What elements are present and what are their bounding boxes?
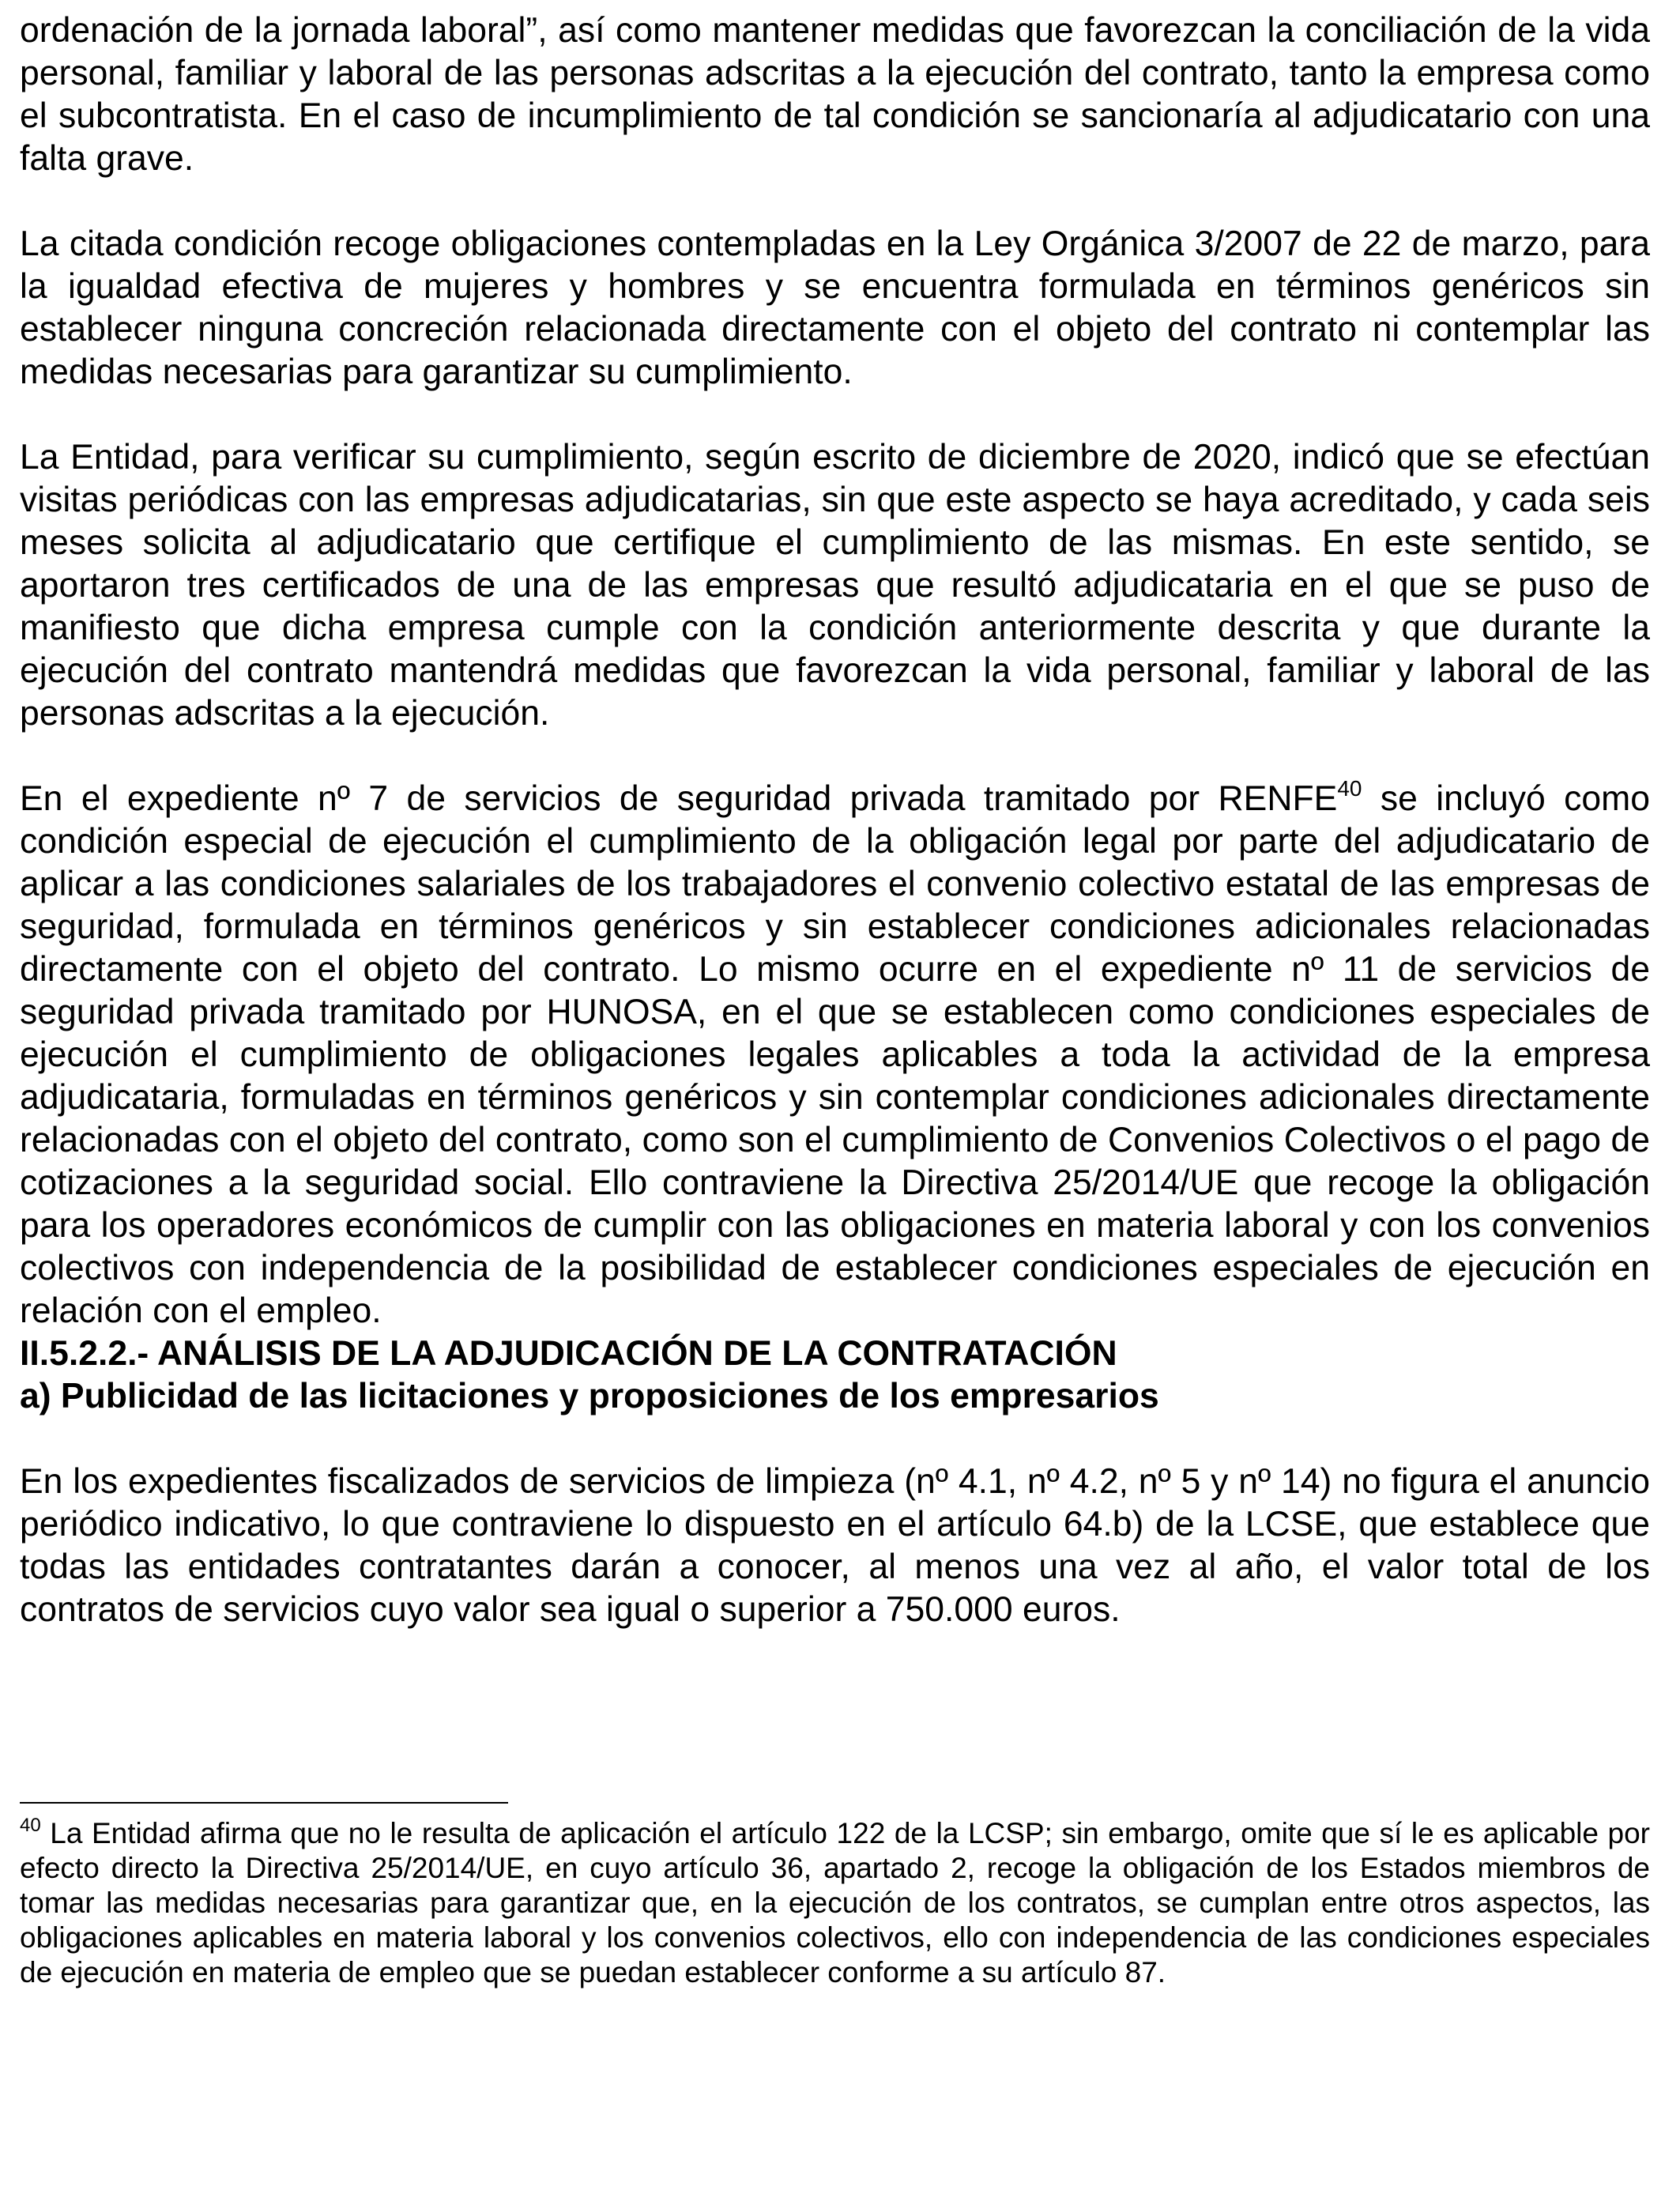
footnote-mark: 40 bbox=[20, 1815, 41, 1836]
paragraph-renfe-text-end: se incluyó como condición especial de ejecución el cumplimiento de la obligación legal por parte del adjudicatario de aplicar a las condiciones salariales de los trabajadores el convenio colectivo estatal de las empresas de seguridad, formulada en términos genéricos y sin establecer condiciones adicionales relacionadas directamente con el objeto del contrato. Lo mismo ocurre en el expediente nº 11 de servicios de seguridad privada tramitado por HUNOSA, en el que se establecen como condiciones especiales de ejecución el cumplimiento de obligaciones legales aplicables a toda la actividad de la empresa adjudicataria, formuladas en términos genéricos y sin contemplar condiciones adicionales directamente relacionadas con el objeto del contrato, como son el cumplimiento de Convenios Colectivos o el pago de cotizaciones a la seguridad social. Ello contraviene la Directiva 25/2014/UE que recoge la obligación para los operadores económicos de cumplir con las obligaciones en materia laboral y con los convenios colectivos con independencia de la posibilidad de establecer condiciones especiales de ejecución en relación con el empleo. bbox=[20, 779, 1650, 1330]
paragraph-verificacion-text: La Entidad, para verificar su cumplimiento, según escrito de diciembre de 2020, indicó que se efectúan visitas periódicas con las empresas adjudicatarias, sin que este aspecto se haya acreditado, y cada seis meses solicita al adjudicatario que certifique el cumplimiento de las mismas. En este sentido, se aportaron tres certificados de una de las empresas que resultó adjudicataria en el que se puso de manifiesto que dicha empresa cumple con la condición anteriormente descrita y que durante la ejecución del contrato mantendrá medidas que favorezcan la vida personal, familiar y laboral de las personas adscritas a la ejecución. bbox=[20, 438, 1650, 733]
document-body bbox=[20, 9, 1650, 1631]
subsection-heading: a) Publicidad de las licitaciones y proposiciones de los empresarios bbox=[20, 1377, 1159, 1416]
footnote-divider bbox=[20, 1802, 508, 1804]
footnote bbox=[20, 1816, 1650, 1990]
paragraph-renfe-text-start: En el expediente nº 7 de servicios de seguridad privada tramitado por RENFE bbox=[20, 779, 1338, 818]
section-heading: II.5.2.2.- ANÁLISIS DE LA ADJUDICACIÓN DE LA CONTRATACIÓN bbox=[20, 1334, 1117, 1373]
footnote-text: La Entidad afirma que no le resulta de aplicación el artículo 122 de la LCSP; sin embargo, omite que sí le es aplicable por efecto directo la Directiva 25/2014/UE, en cuyo artículo 36, apartado 2, recoge la obligación de los Estados miembros de tomar las medidas necesarias para garantizar que, en la ejecución de los contratos, se cumplan entre otros aspectos, las obligaciones aplicables en materia laboral y los convenios colectivos, ello con independencia de las condiciones especiales de ejecución en materia de empleo que se puedan establecer conforme a su artículo 87. bbox=[20, 1817, 1650, 1989]
paragraph-jornada-laboral: ordenación de la jornada laboral”, así como mantener medidas que favorezcan la conciliación de la vida personal, familiar y laboral de las personas adscritas a la ejecución del contrato, tanto la empresa como el subcontratista. En el caso de incumplimiento de tal condición se sancionaría al adjudicatario con una falta grave. bbox=[20, 11, 1650, 178]
paragraph-limpieza: En los expedientes fiscalizados de servicios de limpieza (nº 4.1, nº 4.2, nº 5 y nº 14) no figura el anuncio periódico indicativo, lo que contraviene lo dispuesto en el artículo 64.b) de la LCSE, que establece que todas las entidades contratantes darán a conocer, al menos una vez al año, el valor total de los contratos de servicios cuyo valor sea igual o superior a 750.000 euros. bbox=[20, 1462, 1650, 1629]
paragraph-verificacion bbox=[20, 436, 1650, 735]
paragraph-renfe-hunosa bbox=[20, 778, 1650, 1333]
paragraph-ley-organica: La citada condición recoge obligaciones contempladas en la Ley Orgánica 3/2007 de 22 de marzo, para la igualdad efectiva de mujeres y hombres y se encuentra formulada en términos genéricos sin establecer ninguna concreción relacionada directamente con el objeto del contrato ni contemplar las medidas necesarias para garantizar su cumplimiento. bbox=[20, 224, 1650, 391]
footnote-reference[interactable]: 40 bbox=[1337, 776, 1362, 801]
